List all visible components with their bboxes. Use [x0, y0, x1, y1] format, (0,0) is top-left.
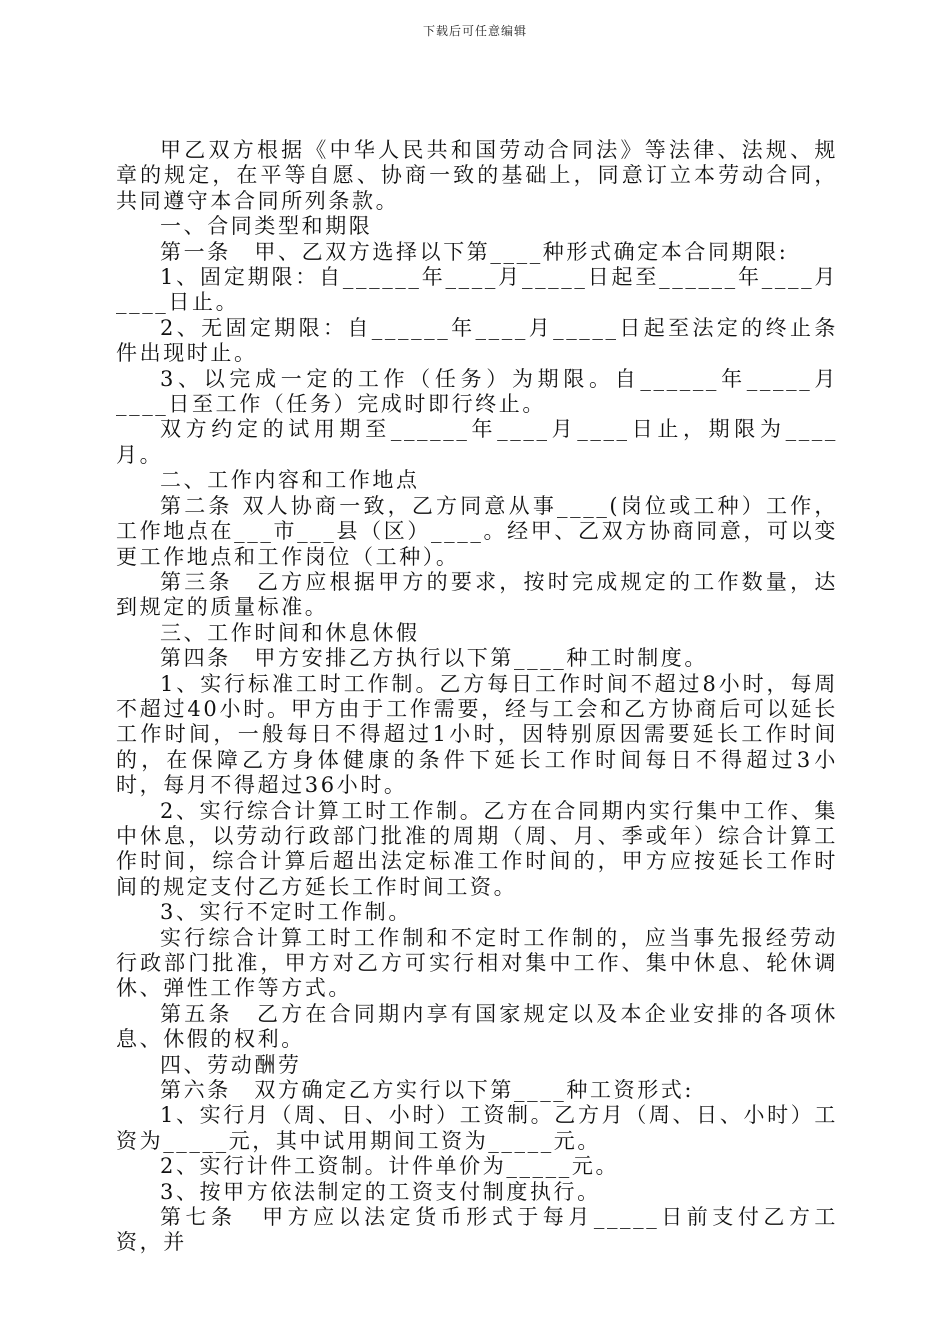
section-heading-3: 三、工作时间和休息休假 — [160, 620, 420, 645]
paragraph-preamble: 甲乙双方根据《中华人民共和国劳动合同法》等法律、法规、规章的规定，在平等自愿、协商一致的基础上，同意订立本劳动合同，共同遵守本合同所列条款。 — [116, 138, 838, 213]
article-4-note: 实行综合计算工时工作制和不定时工作制的，应当事先报经劳动行政部门批准，甲方对乙方可实行相对集中工作、集中休息、轮休调休、弹性工作等方式。 — [116, 925, 838, 1001]
article-6: 第六条 双方确定乙方实行以下第____种工资形式: — [160, 1078, 695, 1103]
article-7: 第七条 甲方应以法定货币形式于每月_____日前支付乙方工资，并 — [116, 1205, 838, 1255]
article-4-item-2: 2、实行综合计算工时工作制。乙方在合同期内实行集中工作、集中休息，以劳动行政部门批准的周期（周、月、季或年）综合计算工作时间，综合计算后超出法定标准工作时间的，甲方应按延长工作时间的规定支付乙方延长工作时间工资。 — [116, 798, 838, 899]
article-6-item-3: 3、按甲方依法制定的工资支付制度执行。 — [160, 1179, 601, 1204]
article-6-item-2: 2、实行计件工资制。计件单价为_____元。 — [160, 1154, 620, 1179]
article-5: 第五条 乙方在合同期内享有国家规定以及本企业安排的各项休息、休假的权利。 — [116, 1001, 838, 1052]
page-header: 下载后可任意编辑 — [422, 24, 527, 38]
section-heading-4: 四、劳动酬劳 — [160, 1052, 302, 1077]
article-4-item-3: 3、实行不定时工作制。 — [160, 900, 412, 925]
article-4-item-1: 1、实行标准工时工作制。乙方每日工作时间不超过8小时，每周不超过40小时。甲方由于工作需要，经与工会和乙方协商后可以延长工作时间，一般每日不得超过1小时，因特别原因需要延长工作时间的，在保障乙方身体健康的条件下延长工作时间每日不得超过3小时，每月不得超过36小时。 — [116, 671, 838, 798]
section-heading-2: 二、工作内容和工作地点 — [160, 468, 420, 493]
article-2: 第二条 双人协商一致，乙方同意从事____(岗位或工种）工作，工作地点在___市___县（区）____。经甲、乙双方协商同意，可以变更工作地点和工作岗位（工种）。 — [116, 493, 838, 569]
article-1: 第一条 甲、乙双方选择以下第____种形式确定本合同期限: — [160, 239, 789, 264]
article-3: 第三条 乙方应根据甲方的要求，按时完成规定的工作数量，达到规定的质量标准。 — [116, 569, 838, 620]
article-1-item-2: 2、无固定期限：自______年____月_____日起至法定的终止条件出现时止。 — [116, 315, 838, 366]
contract-body — [116, 138, 838, 1256]
probation-period: 双方约定的试用期至______年____月____日止，期限为____月。 — [116, 417, 838, 467]
article-6-item-1: 1、实行月（周、日、小时）工资制。乙方月（周、日、小时）工资为_____元，其中试用期间工资为_____元。 — [116, 1103, 838, 1153]
section-heading-1: 一、合同类型和期限 — [160, 214, 373, 239]
article-1-item-3: 3、以完成一定的工作（任务）为期限。自______年_____月____日至工作（任务）完成时即行终止。 — [116, 366, 838, 417]
article-1-item-1: 1、固定期限：自______年____月_____日起至______年____月____日止。 — [116, 265, 838, 315]
article-4: 第四条 甲方安排乙方执行以下第____种工时制度。 — [160, 646, 708, 671]
